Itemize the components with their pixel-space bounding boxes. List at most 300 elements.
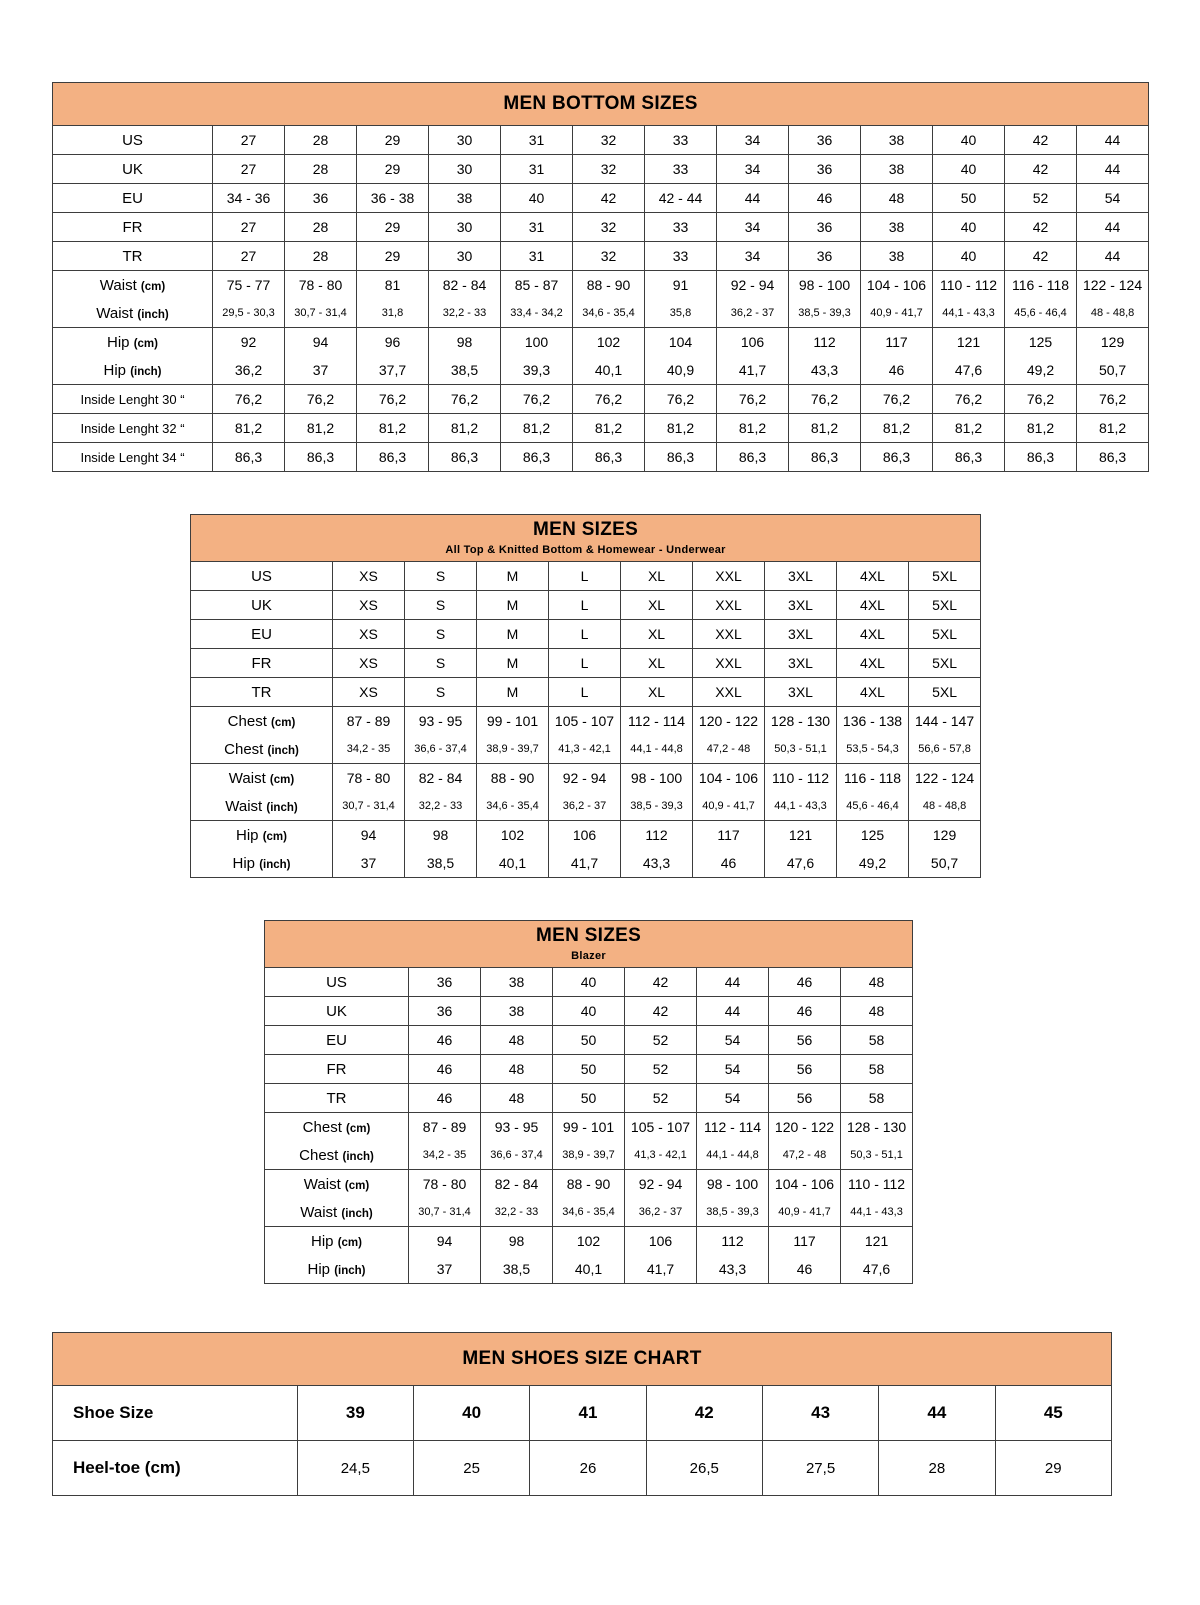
row-label [265,1198,409,1227]
cell: S [405,649,477,678]
cell: 99 - 101 [477,707,549,736]
cell: 81,2 [861,414,933,443]
cell: 29 [357,155,429,184]
cell: 44,1 - 43,3 [841,1198,913,1227]
cell: 5XL [909,620,981,649]
table-row [53,356,1149,385]
table-title-row [53,1333,1112,1386]
cell: XS [333,649,405,678]
cell: 91 [645,271,717,300]
cell: 44 [1077,155,1149,184]
cell: 45,6 - 46,4 [837,792,909,821]
row-label: EU [53,184,213,213]
cell: 34,6 - 35,4 [477,792,549,821]
cell: 27,5 [762,1441,878,1496]
cell: 36,2 [213,356,285,385]
row-label-unit: (cm) [262,830,287,843]
men-bottom-sizes-table-wrapper [52,82,1149,472]
cell: 81,2 [645,414,717,443]
row-label [53,328,213,357]
cell: 44,1 - 43,3 [765,792,837,821]
table-row [53,1386,1112,1441]
cell: 50,7 [1077,356,1149,385]
cell: 102 [553,1227,625,1256]
cell: 27 [213,213,285,242]
cell: 85 - 87 [501,271,573,300]
cell: 40 [553,997,625,1026]
table-row [265,1055,913,1084]
cell: 76,2 [213,385,285,414]
cell: 40 [933,126,1005,155]
cell: 76,2 [645,385,717,414]
table-title [53,83,1149,126]
cell: 136 - 138 [837,707,909,736]
table-row [191,562,981,591]
table-title-row [265,921,913,968]
cell: 42 [625,968,697,997]
cell: 38,9 - 39,7 [477,735,549,764]
cell: 36 [789,242,861,271]
row-label [191,707,333,736]
cell: 100 [501,328,573,357]
table-row [53,271,1149,300]
cell: 76,2 [1005,385,1077,414]
cell: 52 [625,1084,697,1113]
cell: 99 - 101 [553,1113,625,1142]
row-label: UK [53,155,213,184]
cell: 28 [879,1441,995,1496]
cell: 4XL [837,591,909,620]
men-shoes-table-wrapper [52,1332,1112,1496]
cell: 48 [481,1055,553,1084]
cell: 29 [357,213,429,242]
cell: 38 [861,155,933,184]
cell: 112 [697,1227,769,1256]
row-label: UK [265,997,409,1026]
row-label: FR [53,213,213,242]
cell: 86,3 [429,443,501,472]
cell: L [549,562,621,591]
row-label-text: Hip [232,854,256,872]
cell: 5XL [909,649,981,678]
cell: XS [333,591,405,620]
row-label: TR [53,242,213,271]
cell: 81,2 [933,414,1005,443]
cell: 120 - 122 [769,1113,841,1142]
row-label: FR [191,649,333,678]
row-label: Heel-toe (cm) [53,1441,298,1496]
cell: 94 [285,328,357,357]
cell: 36 [409,997,481,1026]
cell: 86,3 [861,443,933,472]
cell: 43,3 [621,849,693,878]
cell: 76,2 [285,385,357,414]
cell: 38 [861,126,933,155]
row-label [191,764,333,793]
row-label: FR [265,1055,409,1084]
cell: 81,2 [429,414,501,443]
cell: 31 [501,126,573,155]
table-row [53,299,1149,328]
cell: 102 [477,821,549,850]
cell: M [477,678,549,707]
cell: 117 [769,1227,841,1256]
cell: 34 [717,242,789,271]
table-title [53,1333,1112,1386]
row-label [53,299,213,328]
cell: 47,6 [933,356,1005,385]
table-row [53,328,1149,357]
cell: 27 [213,242,285,271]
cell: M [477,620,549,649]
table-row [265,1255,913,1284]
table-row [265,1227,913,1256]
cell: 48 - 48,8 [909,792,981,821]
cell: 3XL [765,562,837,591]
cell: 44 [697,968,769,997]
cell: 40,1 [553,1255,625,1284]
cell: 24,5 [297,1441,413,1496]
cell: 40,1 [477,849,549,878]
cell: 98 [405,821,477,850]
cell: 122 - 124 [1077,271,1149,300]
cell: S [405,562,477,591]
cell: XL [621,562,693,591]
cell: 26 [530,1441,646,1496]
cell: XL [621,678,693,707]
cell: 120 - 122 [693,707,765,736]
cell: 105 - 107 [549,707,621,736]
cell: 36 [409,968,481,997]
cell: 121 [933,328,1005,357]
men-shoes-size-chart-table [52,1332,1112,1496]
cell: 39 [297,1386,413,1441]
cell: XXL [693,591,765,620]
cell: 30 [429,126,501,155]
table-row [191,620,981,649]
row-label: EU [265,1026,409,1055]
cell: 44,1 - 44,8 [621,735,693,764]
cell: 41 [530,1386,646,1441]
row-label-text: Hip [307,1260,331,1278]
table-row [191,591,981,620]
table-row [53,443,1149,472]
cell: L [549,678,621,707]
row-label-text: Waist [225,797,263,815]
cell: 29 [357,242,429,271]
cell: 36,6 - 37,4 [405,735,477,764]
cell: 76,2 [789,385,861,414]
table-row [265,997,913,1026]
table-title-row [53,83,1149,126]
cell: 46 [409,1084,481,1113]
cell: 76,2 [501,385,573,414]
cell: XS [333,562,405,591]
cell: 106 [625,1227,697,1256]
table-row [53,1441,1112,1496]
cell: 117 [861,328,933,357]
row-label [191,792,333,821]
row-label-text: Chest [302,1118,342,1136]
cell: 50,3 - 51,1 [765,735,837,764]
cell: 50 [553,1084,625,1113]
table-row [53,414,1149,443]
row-label-unit: (inch) [334,1264,366,1277]
table-row [191,707,981,736]
cell: 38 [861,213,933,242]
cell: 30 [429,155,501,184]
cell: 38,5 - 39,3 [789,299,861,328]
cell: 34 [717,126,789,155]
cell: 86,3 [717,443,789,472]
cell: 104 - 106 [769,1170,841,1199]
cell: 40,9 - 41,7 [693,792,765,821]
row-label [265,1227,409,1256]
cell: 56 [769,1055,841,1084]
cell: 38,5 [429,356,501,385]
row-label-text: Waist [228,769,266,787]
table-row [53,385,1149,414]
cell: 86,3 [357,443,429,472]
row-label [265,1170,409,1199]
table-row [191,649,981,678]
cell: 4XL [837,649,909,678]
cell: XXL [693,649,765,678]
cell: 38 [481,997,553,1026]
cell: 44,1 - 44,8 [697,1141,769,1170]
cell: 42 [1005,155,1077,184]
cell: 44 [879,1386,995,1441]
cell: 30 [429,213,501,242]
row-label-unit: (inch) [342,1150,374,1163]
cell: 50 [553,1055,625,1084]
cell: 38 [429,184,501,213]
cell: 82 - 84 [429,271,501,300]
table-title-row [191,515,981,562]
cell: 34 [717,213,789,242]
table-row [191,735,981,764]
table-subtitle-text: Blazer [571,949,606,962]
cell: 86,3 [645,443,717,472]
cell: 40,9 - 41,7 [861,299,933,328]
cell: 38 [861,242,933,271]
cell: 82 - 84 [405,764,477,793]
cell: 46 [409,1026,481,1055]
cell: 41,7 [625,1255,697,1284]
cell: 88 - 90 [573,271,645,300]
cell: 33,4 - 34,2 [501,299,573,328]
cell: 121 [841,1227,913,1256]
cell: 41,7 [717,356,789,385]
cell: 46 [789,184,861,213]
cell: 54 [1077,184,1149,213]
cell: S [405,678,477,707]
cell: 46 [769,997,841,1026]
row-label-text: Waist [300,1203,338,1221]
cell: 81,2 [789,414,861,443]
cell: 50 [553,1026,625,1055]
cell: 81,2 [1005,414,1077,443]
cell: 28 [285,155,357,184]
table-row [265,1113,913,1142]
row-label-unit: (inch) [259,858,291,871]
cell: 46 [861,356,933,385]
cell: 31 [501,242,573,271]
cell: 81,2 [357,414,429,443]
row-label: EU [191,620,333,649]
cell: 76,2 [429,385,501,414]
cell: 102 [573,328,645,357]
cell: 34,2 - 35 [409,1141,481,1170]
cell: 86,3 [1005,443,1077,472]
row-label: UK [191,591,333,620]
table-row [265,968,913,997]
cell: XS [333,620,405,649]
cell: 37 [285,356,357,385]
table-title [191,515,981,562]
cell: 128 - 130 [765,707,837,736]
cell: 31 [501,213,573,242]
table-row [191,678,981,707]
cell: 47,6 [765,849,837,878]
row-label-unit: (cm) [337,1236,362,1249]
cell: 125 [1005,328,1077,357]
cell: M [477,562,549,591]
cell: L [549,649,621,678]
cell: 42 [1005,242,1077,271]
cell: 5XL [909,678,981,707]
cell: 52 [625,1055,697,1084]
cell: 94 [333,821,405,850]
row-label-unit: (inch) [137,308,169,321]
cell: 44 [1077,126,1149,155]
cell: 30,7 - 31,4 [285,299,357,328]
cell: 112 - 114 [697,1113,769,1142]
table-row [53,155,1149,184]
cell: 50 [933,184,1005,213]
row-label-text: Waist [303,1175,341,1193]
table-title [265,921,913,968]
table-row [53,184,1149,213]
men-sizes-tops-table-wrapper [190,514,981,878]
row-label [53,271,213,300]
cell: 98 - 100 [697,1170,769,1199]
cell: 86,3 [501,443,573,472]
cell: 34,2 - 35 [333,735,405,764]
cell: 128 - 130 [841,1113,913,1142]
table-row [191,849,981,878]
row-label-text: Chest [227,712,267,730]
cell: XL [621,649,693,678]
cell: 81,2 [285,414,357,443]
cell: L [549,591,621,620]
cell: 33 [645,213,717,242]
cell: 40,1 [573,356,645,385]
cell: XS [333,678,405,707]
cell: 3XL [765,620,837,649]
cell: M [477,649,549,678]
cell: 116 - 118 [837,764,909,793]
row-label-text: Chest [299,1146,339,1164]
cell: 75 - 77 [213,271,285,300]
cell: 4XL [837,562,909,591]
cell: 94 [409,1227,481,1256]
men-sizes-tops-table [190,514,981,878]
cell: 54 [697,1084,769,1113]
cell: 45,6 - 46,4 [1005,299,1077,328]
cell: 44 [1077,213,1149,242]
cell: 45 [995,1386,1111,1441]
cell: 86,3 [573,443,645,472]
table-row [191,821,981,850]
cell: 42 [625,997,697,1026]
cell: 38,5 - 39,3 [697,1198,769,1227]
cell: 46 [693,849,765,878]
row-label: Inside Lenght 32 “ [53,414,213,443]
row-label: US [265,968,409,997]
cell: 38,5 [481,1255,553,1284]
cell: 33 [645,242,717,271]
cell: 33 [645,155,717,184]
cell: 78 - 80 [333,764,405,793]
cell: 25 [413,1441,529,1496]
cell: 32 [573,126,645,155]
cell: 30,7 - 31,4 [409,1198,481,1227]
cell: 4XL [837,678,909,707]
cell: 32,2 - 33 [481,1198,553,1227]
cell: 29,5 - 30,3 [213,299,285,328]
cell: 46 [409,1055,481,1084]
cell: 32 [573,213,645,242]
table-row [265,1170,913,1199]
cell: 35,8 [645,299,717,328]
table-row [265,1026,913,1055]
cell: 52 [625,1026,697,1055]
table-row [265,1084,913,1113]
cell: 93 - 95 [405,707,477,736]
cell: XXL [693,562,765,591]
cell: 4XL [837,620,909,649]
cell: 48 [861,184,933,213]
row-label-unit: (cm) [269,773,295,786]
cell: 92 [213,328,285,357]
cell: 88 - 90 [553,1170,625,1199]
cell: 86,3 [285,443,357,472]
cell: 92 - 94 [717,271,789,300]
cell: 37 [333,849,405,878]
cell: 116 - 118 [1005,271,1077,300]
cell: 87 - 89 [409,1113,481,1142]
table-row [53,242,1149,271]
cell: XXL [693,678,765,707]
cell: 50,7 [909,849,981,878]
cell: 40 [933,242,1005,271]
row-label-text: Hip [103,361,127,379]
cell: 42 [646,1386,762,1441]
cell: 86,3 [213,443,285,472]
cell: 88 - 90 [477,764,549,793]
cell: 46 [769,968,841,997]
cell: M [477,591,549,620]
cell: 81,2 [501,414,573,443]
cell: 112 [621,821,693,850]
cell: 110 - 112 [841,1170,913,1199]
cell: 76,2 [357,385,429,414]
cell: 76,2 [717,385,789,414]
cell: 40,9 - 41,7 [769,1198,841,1227]
cell: 104 [645,328,717,357]
cell: 40 [413,1386,529,1441]
